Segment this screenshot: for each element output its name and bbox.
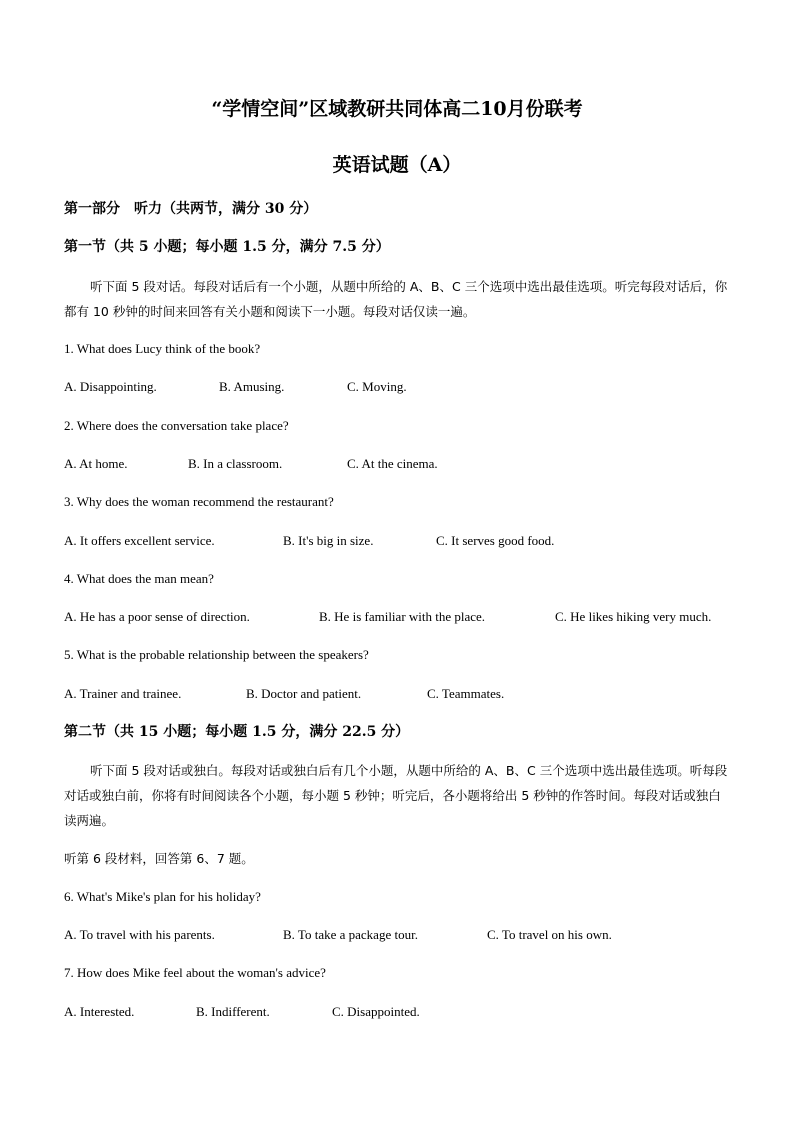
option-a: A. Disappointing. <box>64 379 157 394</box>
exam-subtitle: 英语试题（A） <box>332 154 462 176</box>
option-c: C. Teammates. <box>427 686 505 701</box>
option-a: A. To travel with his parents. <box>64 927 215 942</box>
section2-instructions: 听下面 5 段对话或独白。每段对话或独白后有几个小题，从题中所给的 A、B、C 三个选项中选出最佳选项。听每段对话或独白前，你将有时间阅读各个小题，每小题 5 秒钟；听完后，各小题将给出 5 秒钟的作答时间。每段对话或独白读两遍。 <box>64 763 728 828</box>
option-c: C. It serves good food. <box>436 533 555 548</box>
option-a: A. It offers excellent service. <box>64 533 215 548</box>
question-stem: 4. What does the man mean? <box>64 571 214 586</box>
option-c: C. Disappointed. <box>332 1004 420 1019</box>
section1-heading: 第一节（共 5 小题；每小题 1.5 分，满分 7.5 分） <box>64 239 390 255</box>
question-stem: 3. Why does the woman recommend the restaurant? <box>64 494 334 509</box>
option-a: A. He has a poor sense of direction. <box>64 609 250 624</box>
section1-instructions: 听下面 5 段对话。每段对话后有一个小题，从题中所给的 A、B、C 三个选项中选出最佳选项。听完每段对话后，你都有 10 秒钟的时间来回答有关小题和阅读下一小题。每段对话仅读一遍。 <box>64 279 728 319</box>
question-stem: 1. What does Lucy think of the book? <box>64 341 261 356</box>
option-b: B. It's big in size. <box>283 533 374 548</box>
option-b: B. In a classroom. <box>188 456 283 471</box>
material-note: 听第 6 段材料，回答第 6、7 题。 <box>64 851 254 866</box>
question-stem: 7. How does Mike feel about the woman's advice? <box>64 965 326 980</box>
option-b: B. He is familiar with the place. <box>319 609 486 624</box>
option-b: B. Amusing. <box>219 379 285 394</box>
exam-title: “学情空间”区域教研共同体高二10月份联考 <box>211 98 583 120</box>
option-c: C. Moving. <box>347 379 407 394</box>
question-stem: 5. What is the probable relationship between the speakers? <box>64 647 369 662</box>
question-stem: 6. What's Mike's plan for his holiday? <box>64 889 261 904</box>
option-a: A. At home. <box>64 456 128 471</box>
option-b: B. Doctor and patient. <box>246 686 362 701</box>
part1-heading: 第一部分 听力（共两节，满分 30 分） <box>64 201 318 217</box>
option-b: B. Indifferent. <box>196 1004 270 1019</box>
option-c: C. He likes hiking very much. <box>555 609 712 624</box>
option-c: C. To travel on his own. <box>487 927 612 942</box>
question-stem: 2. Where does the conversation take place? <box>64 418 289 433</box>
section2-heading: 第二节（共 15 小题；每小题 1.5 分，满分 22.5 分） <box>64 724 410 740</box>
option-a: A. Interested. <box>64 1004 135 1019</box>
option-a: A. Trainer and trainee. <box>64 686 182 701</box>
option-c: C. At the cinema. <box>347 456 438 471</box>
option-b: B. To take a package tour. <box>283 927 418 942</box>
